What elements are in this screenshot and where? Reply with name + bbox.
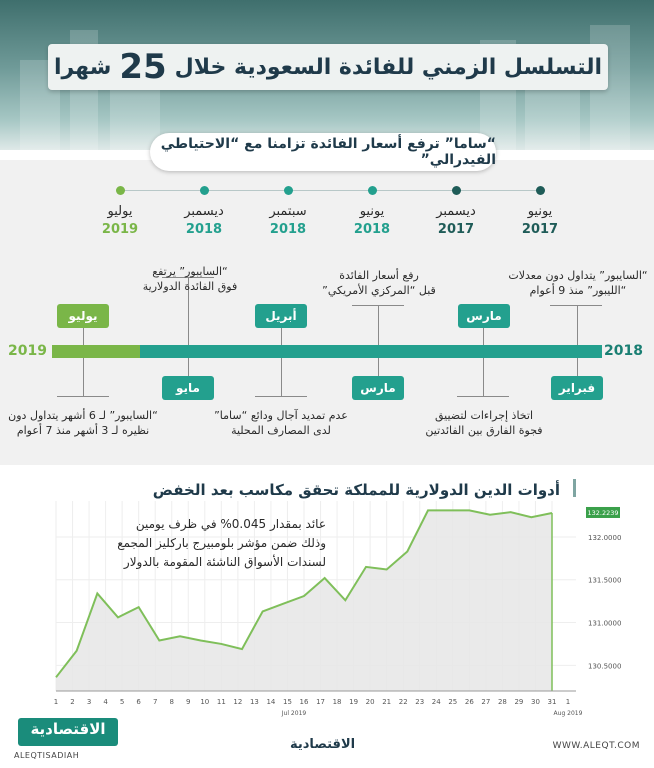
tag-april: أبريل: [255, 304, 307, 328]
top-timeline-year: 2018: [185, 222, 223, 237]
note-narrow-gap: اتخاذ إجراءات لتضييق فجوة الفارق بين الفائدتين: [425, 409, 543, 437]
x-tick-label: 2: [70, 698, 75, 706]
x-tick-label: 21: [382, 698, 392, 706]
x-tick-label: 25: [448, 698, 458, 706]
x-tick-label: 31: [547, 698, 557, 706]
note-march-2018: رفع أسعار الفائدة قبل “المركزي الأمريكي”: [322, 269, 436, 297]
x-month-label: Jul 2019: [281, 710, 307, 717]
chart-annotation: عائد بمقدار 0.045% في ظرف يومين وذلك ضمن مؤشر بلومبيرج باركليز المجمع لسندات الأسواق الناشئة المقومة بالدولار: [117, 517, 326, 569]
top-timeline-month: يونيو: [527, 204, 553, 219]
x-tick-label: 7: [152, 698, 158, 706]
x-tick-label: 26: [464, 698, 474, 706]
subtitle: “ساما” ترفع أسعار الفائدة تزامنا مع “الاحتياطي الفيدرالي”: [150, 133, 496, 171]
note-saibor-6m: “السايبور” لـ 6 أشهر يتداول دون نظيره لـ 3 أشهر منذ 7 أعوام: [8, 409, 158, 437]
top-timeline-dot: [536, 186, 545, 195]
last-value-label: 132.2239: [587, 508, 619, 517]
logo-subtitle: ALEQTISADIAH: [14, 751, 80, 760]
x-tick-label: 3: [86, 698, 92, 706]
x-tick-label: 8: [169, 698, 174, 706]
footer-logo: الاقتصادية: [290, 737, 356, 752]
y-tick-label: 131.5000: [588, 576, 622, 585]
top-timeline-dot: [452, 186, 461, 195]
timeline-year-left: 2019: [8, 343, 47, 359]
page-title: التسلسل الزمني للفائدة السعودية خلال: [174, 54, 603, 80]
tag-march-below: مارس: [352, 376, 404, 400]
x-tick-label: 10: [200, 698, 210, 706]
top-timeline-line: [118, 190, 542, 191]
top-timeline-dot: [116, 186, 125, 195]
x-tick-label: 11: [216, 698, 226, 706]
x-tick-label: 6: [136, 698, 141, 706]
top-timeline-dot: [368, 186, 377, 195]
x-tick-label: 14: [266, 698, 276, 706]
x-tick-label: 4: [103, 698, 108, 706]
x-tick-label: 9: [186, 698, 191, 706]
top-timeline-month: ديسمبر: [184, 204, 224, 219]
x-tick-label: 23: [415, 698, 425, 706]
x-tick-label: 18: [332, 698, 342, 706]
x-tick-label: 20: [365, 698, 375, 706]
top-timeline-year: 2019: [101, 222, 139, 237]
top-timeline-dot: [200, 186, 209, 195]
x-tick-label: 28: [497, 698, 507, 706]
x-tick-label: 16: [299, 698, 309, 706]
x-tick-label: 1: [53, 698, 59, 706]
footer-url: WWW.ALEQT.COM: [552, 741, 640, 751]
top-timeline-year: 2018: [353, 222, 391, 237]
top-timeline-month: يوليو: [107, 204, 133, 219]
top-timeline-year: 2018: [269, 222, 307, 237]
x-tick-label: 15: [283, 698, 292, 706]
x-tick-label: 5: [119, 698, 125, 706]
note-may-2019: “السايبور” يرتفع فوق الفائدة الدولارية: [142, 265, 238, 293]
note-feb-2018: “السايبور” يتداول دون معدلات “الليبور” منذ 9 أعوام: [508, 269, 648, 297]
timeline-year-right: 2018: [604, 343, 643, 359]
tag-may: مايو: [162, 376, 214, 400]
timeline-bar-2018: [140, 345, 602, 358]
top-timeline-year: 2017: [437, 222, 475, 237]
x-tick-label: 24: [431, 698, 441, 706]
top-timeline-year: 2017: [521, 222, 559, 237]
tag-february: فبراير: [551, 376, 603, 400]
logo-text: الاقتصادية: [30, 720, 106, 738]
top-timeline-month: ديسمبر: [436, 204, 476, 219]
x-month-label: Aug 2019: [553, 710, 583, 717]
top-timeline-month: يونيو: [359, 204, 385, 219]
top-timeline-dot: [284, 186, 293, 195]
note-sama-deposits: عدم تمديد آجال ودائع “ساما” لدى المصارف المحلية: [214, 409, 348, 437]
x-tick-label: 1: [565, 698, 571, 706]
x-tick-label: 29: [514, 698, 524, 706]
y-tick-label: 130.5000: [588, 662, 622, 671]
tag-march-above: مارس: [458, 304, 510, 328]
title-band: [48, 44, 608, 90]
top-timeline-month: سبتمبر: [269, 204, 307, 219]
x-tick-label: 13: [249, 698, 259, 706]
timeline-bar-2019: [52, 345, 140, 358]
title-unit: شهرا: [53, 54, 112, 80]
y-tick-label: 132.0000: [588, 533, 622, 542]
x-tick-label: 19: [349, 698, 359, 706]
x-tick-label: 17: [316, 698, 325, 706]
x-tick-label: 27: [481, 698, 491, 706]
y-tick-label: 131.0000: [588, 619, 622, 628]
x-tick-label: 12: [233, 698, 243, 706]
title-number: 25: [119, 47, 167, 87]
price-chart: [0, 465, 654, 725]
chart-title: أدوات الدين الدولارية للمملكة تحقق مكاسب بعد الخفض: [152, 481, 560, 499]
x-tick-label: 30: [531, 698, 540, 706]
tag-july: يوليو: [57, 304, 109, 328]
x-tick-label: 22: [398, 698, 408, 706]
